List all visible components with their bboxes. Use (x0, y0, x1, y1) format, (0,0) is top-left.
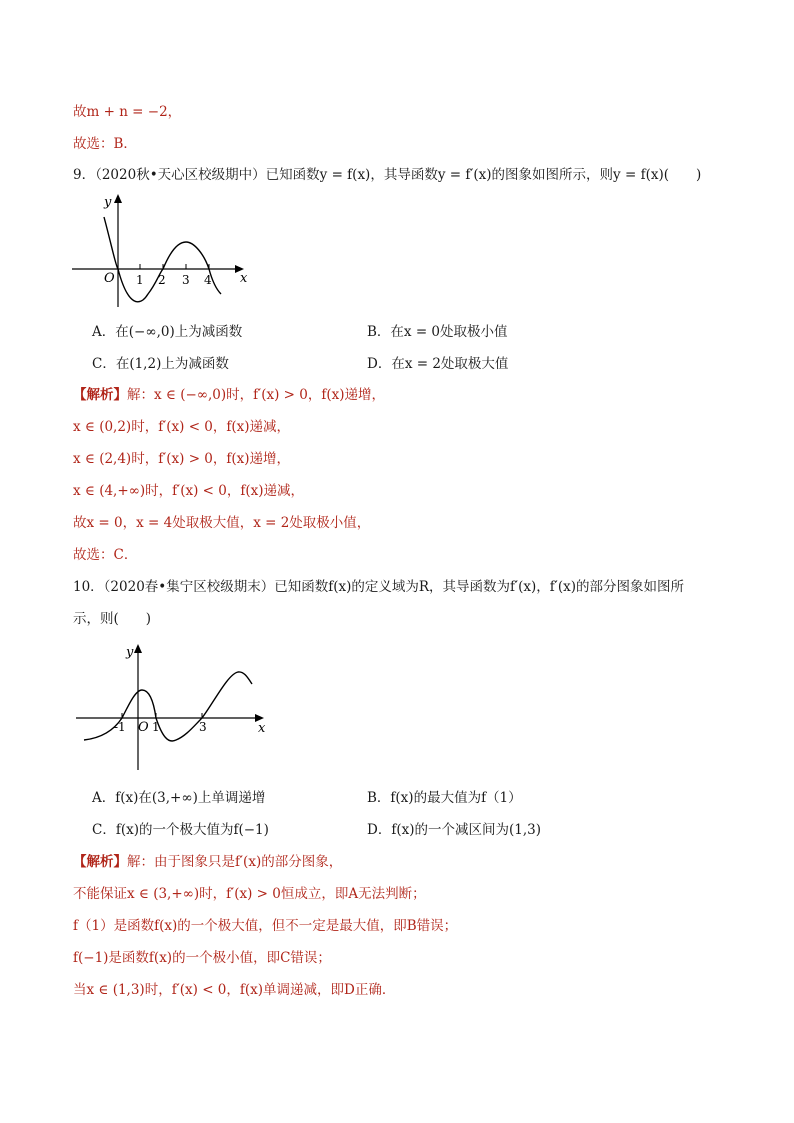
q9-tick-4: 4 (204, 273, 212, 287)
question-10-stem-1: 10．（2020春•集宁区校级期末）已知函数f(x)的定义域为R，其导函数为f′(x)，f′(x)的部分图象如图所 (73, 579, 684, 595)
q10-analysis-line-1 (73, 852, 342, 872)
q10-tick-3: 3 (199, 720, 207, 734)
q10-analysis-text-1: 解：由于图象只是f′(x)的部分图象， (127, 854, 343, 870)
q10-analysis-line-5: 当x ∈ (1,3)时，f′(x) < 0，f(x)单调递减，即D正确． (73, 982, 396, 998)
q9-option-c: C．在(1,2)上为减函数 (92, 356, 229, 372)
q9-y-axis-label: y (104, 195, 112, 210)
q9-analysis-text-1: 解：x ∈ (−∞,0)时，f′(x) > 0，f(x)递增， (127, 387, 385, 403)
q9-option-a: A．在(−∞,0)上为减函数 (92, 324, 243, 340)
q9-analysis-line-5: 故x = 0，x = 4处取极大值，x = 2处取极小值， (73, 515, 371, 531)
q9-tick-1: 1 (136, 273, 144, 287)
q10-option-a: A．f(x)在(3,+∞)上单调递增 (92, 790, 266, 806)
q9-analysis-tag: 【解析】 (73, 387, 127, 403)
q9-option-b: B．在x = 0处取极小值 (367, 324, 508, 340)
q10-tick-1: 1 (152, 720, 160, 734)
q10-option-b: B．f(x)的最大值为f（1） (367, 790, 522, 806)
q9-option-d: D．在x = 2处取极大值 (367, 356, 509, 372)
answer-line-prev: 故选：B． (73, 136, 137, 152)
q10-analysis-tag: 【解析】 (73, 854, 127, 870)
question-10-graph (72, 640, 272, 775)
q10-x-axis-label: x (258, 721, 266, 736)
q10-tick-neg1: -1 (114, 720, 126, 734)
q10-analysis-line-3: f（1）是函数f(x)的一个极大值，但不一定是最大值，即B错误； (73, 918, 458, 934)
q9-tick-2: 2 (158, 273, 166, 287)
question-9-graph (68, 192, 253, 312)
q10-y-axis-label: y (126, 645, 134, 660)
q10-option-c: C．f(x)的一个极大值为f(−1) (92, 822, 269, 838)
q9-analysis-line-1 (73, 385, 385, 405)
question-10-stem-2: 示，则( ) (73, 611, 152, 627)
q9-analysis-line-4: x ∈ (4,+∞)时，f′(x) < 0，f(x)递减， (73, 483, 304, 499)
q10-origin-label: O (138, 720, 149, 735)
q9-tick-3: 3 (182, 273, 190, 287)
q10-analysis-line-4: f(−1)是函数f(x)的一个极小值，即C错误； (73, 950, 331, 966)
q9-analysis-line-3: x ∈ (2,4)时，f′(x) > 0，f(x)递增， (73, 451, 291, 467)
q9-origin-label: O (104, 271, 115, 286)
q10-option-d: D．f(x)的一个减区间为(1,3) (367, 822, 541, 838)
q9-analysis-line-2: x ∈ (0,2)时，f′(x) < 0，f(x)递减， (73, 419, 291, 435)
q10-analysis-line-2: 不能保证x ∈ (3,+∞)时，f′(x) > 0恒成立，即A无法判断； (73, 886, 426, 902)
q9-answer-line: 故选：C． (73, 547, 138, 563)
question-9-stem: 9．（2020秋•天心区校级期中）已知函数y = f(x)，其导函数y = f′(x)的图象如图所示，则y = f(x)( ) (73, 167, 702, 183)
conclusion-line: 故m + n = −2， (73, 104, 182, 120)
q9-x-axis-label: x (240, 271, 248, 286)
